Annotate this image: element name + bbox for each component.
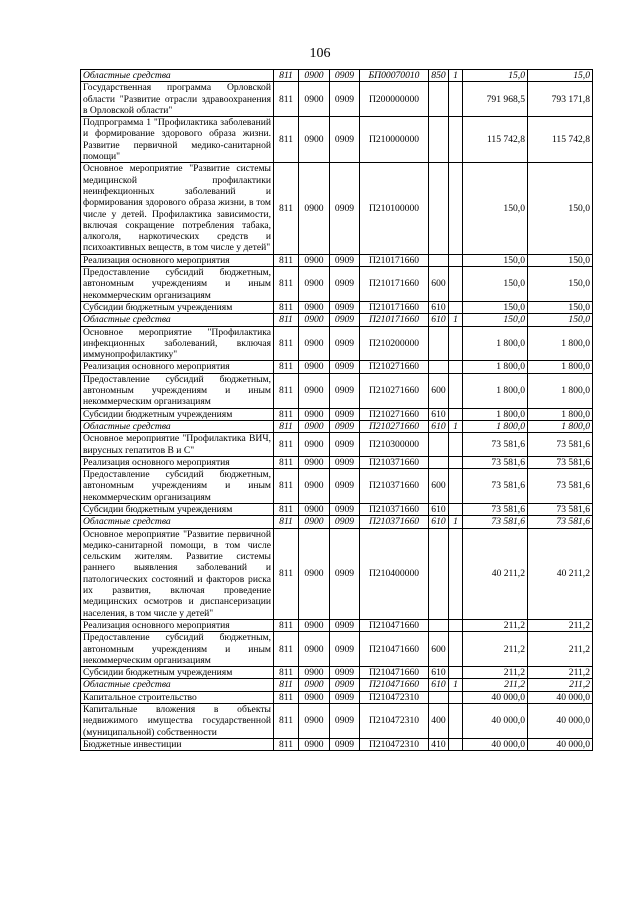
- row-name-cell: Предоставление субсидий бюджетным, автономным учреждениям и иным некоммерческим организациям: [81, 469, 274, 504]
- table-row: [81, 117, 593, 163]
- subsection-code-cell: 0909: [330, 704, 360, 739]
- expense-type-cell: [429, 117, 449, 163]
- target-article-cell: П210472310: [360, 691, 429, 703]
- row-name-cell: Реализация основного мероприятия: [81, 456, 274, 468]
- source-code-cell: [449, 503, 463, 515]
- subsection-code-cell: 0909: [330, 82, 360, 117]
- amount-year2-cell: 211,2: [528, 619, 593, 631]
- row-name-cell: Основное мероприятие "Развитие первичной медико-санитарной помощи, в том числе сельским жителям. Развитие системы раннего выявления заболеваний и патологических состояний и факторов риска их развития, включая проведение медицинских осмотров и диспансеризации населения, в том числе у детей": [81, 528, 274, 619]
- expense-type-cell: 400: [429, 704, 449, 739]
- ved-code-cell: 811: [274, 704, 299, 739]
- page-number: 106: [309, 46, 331, 61]
- ved-code-cell: 811: [274, 456, 299, 468]
- target-article-cell: П210171660: [360, 301, 429, 313]
- amount-year2-cell: 73 581,6: [528, 456, 593, 468]
- source-code-cell: 1: [449, 679, 463, 691]
- row-name-cell: Субсидии бюджетным учреждениям: [81, 408, 274, 420]
- table-row: [81, 528, 593, 619]
- funding-source-row: [81, 516, 593, 528]
- section-code-cell: 0900: [299, 667, 330, 679]
- section-code-cell: 0900: [299, 70, 330, 82]
- subsection-code-cell: 0909: [330, 267, 360, 302]
- amount-year2-cell: 40 000,0: [528, 691, 593, 703]
- expense-type-cell: 600: [429, 267, 449, 302]
- section-code-cell: 0900: [299, 738, 330, 750]
- amount-year1-cell: 150,0: [463, 314, 528, 326]
- subsection-code-cell: 0909: [330, 456, 360, 468]
- source-code-cell: [449, 619, 463, 631]
- amount-year1-cell: 150,0: [463, 254, 528, 266]
- row-name-cell: Бюджетные инвестиции: [81, 738, 274, 750]
- row-name-cell: Основное мероприятие "Профилактика инфекционных заболеваний, включая иммунопрофилактику": [81, 326, 274, 361]
- row-name-cell: Областные средства: [81, 70, 274, 82]
- target-article-cell: БП00070010: [360, 70, 429, 82]
- expense-type-cell: 850: [429, 70, 449, 82]
- subsection-code-cell: 0909: [330, 373, 360, 408]
- source-code-cell: [449, 691, 463, 703]
- expense-type-cell: 610: [429, 516, 449, 528]
- table-row: [81, 667, 593, 679]
- target-article-cell: П210271660: [360, 408, 429, 420]
- ved-code-cell: 811: [274, 326, 299, 361]
- amount-year2-cell: 73 581,6: [528, 433, 593, 457]
- section-code-cell: 0900: [299, 516, 330, 528]
- ved-code-cell: 811: [274, 738, 299, 750]
- table-row: [81, 619, 593, 631]
- ved-code-cell: 811: [274, 117, 299, 163]
- section-code-cell: 0900: [299, 254, 330, 266]
- ved-code-cell: 811: [274, 373, 299, 408]
- section-code-cell: 0900: [299, 469, 330, 504]
- section-code-cell: 0900: [299, 82, 330, 117]
- ved-code-cell: 811: [274, 433, 299, 457]
- section-code-cell: 0900: [299, 456, 330, 468]
- ved-code-cell: 811: [274, 70, 299, 82]
- row-name-cell: Субсидии бюджетным учреждениям: [81, 301, 274, 313]
- expense-type-cell: 610: [429, 408, 449, 420]
- subsection-code-cell: 0909: [330, 420, 360, 432]
- section-code-cell: 0900: [299, 301, 330, 313]
- source-code-cell: [449, 667, 463, 679]
- row-name-cell: Предоставление субсидий бюджетным, автономным учреждениям и иным некоммерческим организациям: [81, 267, 274, 302]
- expense-type-cell: [429, 456, 449, 468]
- ved-code-cell: 811: [274, 528, 299, 619]
- amount-year2-cell: 793 171,8: [528, 82, 593, 117]
- amount-year1-cell: 1 800,0: [463, 373, 528, 408]
- subsection-code-cell: 0909: [330, 667, 360, 679]
- row-name-cell: Подпрограмма 1 "Профилактика заболеваний и формирование здорового образа жизни. Развитие первичной медико-санитарной помощи": [81, 117, 274, 163]
- expense-type-cell: 610: [429, 301, 449, 313]
- amount-year2-cell: 211,2: [528, 667, 593, 679]
- subsection-code-cell: 0909: [330, 408, 360, 420]
- table-row: [81, 408, 593, 420]
- row-name-cell: Областные средства: [81, 516, 274, 528]
- ved-code-cell: 811: [274, 420, 299, 432]
- ved-code-cell: 811: [274, 254, 299, 266]
- expense-type-cell: 610: [429, 679, 449, 691]
- subsection-code-cell: 0909: [330, 70, 360, 82]
- section-code-cell: 0900: [299, 267, 330, 302]
- target-article-cell: П210171660: [360, 254, 429, 266]
- table-row: [81, 361, 593, 373]
- section-code-cell: 0900: [299, 619, 330, 631]
- amount-year2-cell: 150,0: [528, 254, 593, 266]
- section-code-cell: 0900: [299, 163, 330, 254]
- amount-year1-cell: 1 800,0: [463, 326, 528, 361]
- target-article-cell: П210400000: [360, 528, 429, 619]
- ved-code-cell: 811: [274, 408, 299, 420]
- target-article-cell: П210471660: [360, 632, 429, 667]
- row-name-cell: Областные средства: [81, 420, 274, 432]
- funding-source-row: [81, 679, 593, 691]
- table-row: [81, 738, 593, 750]
- amount-year1-cell: 15,0: [463, 70, 528, 82]
- amount-year2-cell: 150,0: [528, 163, 593, 254]
- expense-type-cell: [429, 326, 449, 361]
- amount-year2-cell: 211,2: [528, 679, 593, 691]
- expense-type-cell: 410: [429, 738, 449, 750]
- source-code-cell: [449, 433, 463, 457]
- target-article-cell: П210371660: [360, 516, 429, 528]
- source-code-cell: [449, 326, 463, 361]
- target-article-cell: П210300000: [360, 433, 429, 457]
- amount-year2-cell: 1 800,0: [528, 361, 593, 373]
- expense-type-cell: 600: [429, 469, 449, 504]
- row-name-cell: Основное мероприятие "Развитие системы медицинской профилактики неинфекционных заболеваний и формирования здорового образа жизни, в том числе у детей. Профилактика зависимости, включая сокращение потребления табака, алкоголя, наркотических средств и психоактивных веществ, в том числе у детей": [81, 163, 274, 254]
- expense-type-cell: [429, 433, 449, 457]
- budget-table: [80, 69, 593, 751]
- amount-year1-cell: 73 581,6: [463, 433, 528, 457]
- table-row: [81, 704, 593, 739]
- subsection-code-cell: 0909: [330, 326, 360, 361]
- source-code-cell: [449, 163, 463, 254]
- ved-code-cell: 811: [274, 632, 299, 667]
- section-code-cell: 0900: [299, 420, 330, 432]
- funding-source-row: [81, 70, 593, 82]
- row-name-cell: Субсидии бюджетным учреждениям: [81, 667, 274, 679]
- row-name-cell: Субсидии бюджетным учреждениям: [81, 503, 274, 515]
- source-code-cell: 1: [449, 420, 463, 432]
- section-code-cell: 0900: [299, 632, 330, 667]
- ved-code-cell: 811: [274, 691, 299, 703]
- source-code-cell: 1: [449, 70, 463, 82]
- table-row: [81, 267, 593, 302]
- expense-type-cell: 610: [429, 314, 449, 326]
- expense-type-cell: 600: [429, 632, 449, 667]
- amount-year1-cell: 211,2: [463, 667, 528, 679]
- amount-year2-cell: 150,0: [528, 301, 593, 313]
- section-code-cell: 0900: [299, 528, 330, 619]
- section-code-cell: 0900: [299, 361, 330, 373]
- source-code-cell: [449, 361, 463, 373]
- amount-year2-cell: 73 581,6: [528, 503, 593, 515]
- section-code-cell: 0900: [299, 433, 330, 457]
- amount-year1-cell: 150,0: [463, 267, 528, 302]
- table-row: [81, 691, 593, 703]
- amount-year1-cell: 73 581,6: [463, 456, 528, 468]
- target-article-cell: П210371660: [360, 469, 429, 504]
- table-row: [81, 503, 593, 515]
- amount-year2-cell: 115 742,8: [528, 117, 593, 163]
- amount-year2-cell: 40 211,2: [528, 528, 593, 619]
- subsection-code-cell: 0909: [330, 691, 360, 703]
- target-article-cell: П210171660: [360, 267, 429, 302]
- section-code-cell: 0900: [299, 117, 330, 163]
- ved-code-cell: 811: [274, 163, 299, 254]
- target-article-cell: П210271660: [360, 420, 429, 432]
- funding-source-row: [81, 420, 593, 432]
- row-name-cell: Государственная программа Орловской области "Развитие отрасли здравоохранения в Орловской области": [81, 82, 274, 117]
- row-name-cell: Капитальное строительство: [81, 691, 274, 703]
- source-code-cell: [449, 373, 463, 408]
- row-name-cell: Реализация основного мероприятия: [81, 619, 274, 631]
- amount-year2-cell: 1 800,0: [528, 373, 593, 408]
- subsection-code-cell: 0909: [330, 679, 360, 691]
- source-code-cell: [449, 117, 463, 163]
- amount-year2-cell: 73 581,6: [528, 469, 593, 504]
- section-code-cell: 0900: [299, 326, 330, 361]
- expense-type-cell: 610: [429, 503, 449, 515]
- target-article-cell: П210271660: [360, 361, 429, 373]
- section-code-cell: 0900: [299, 373, 330, 408]
- amount-year1-cell: 1 800,0: [463, 408, 528, 420]
- target-article-cell: П210271660: [360, 373, 429, 408]
- expense-type-cell: [429, 691, 449, 703]
- target-article-cell: П210471660: [360, 619, 429, 631]
- amount-year2-cell: 150,0: [528, 314, 593, 326]
- amount-year2-cell: 1 800,0: [528, 420, 593, 432]
- table-body: [81, 70, 593, 751]
- target-article-cell: П210171660: [360, 314, 429, 326]
- table-row: [81, 301, 593, 313]
- subsection-code-cell: 0909: [330, 632, 360, 667]
- subsection-code-cell: 0909: [330, 528, 360, 619]
- amount-year2-cell: 40 000,0: [528, 704, 593, 739]
- source-code-cell: [449, 267, 463, 302]
- amount-year2-cell: 1 800,0: [528, 408, 593, 420]
- row-name-cell: Основное мероприятие "Профилактика ВИЧ, вирусных гепатитов В и С": [81, 433, 274, 457]
- row-name-cell: Предоставление субсидий бюджетным, автономным учреждениям и иным некоммерческим организациям: [81, 373, 274, 408]
- ved-code-cell: 811: [274, 301, 299, 313]
- source-code-cell: [449, 408, 463, 420]
- ved-code-cell: 811: [274, 619, 299, 631]
- ved-code-cell: 811: [274, 516, 299, 528]
- subsection-code-cell: 0909: [330, 619, 360, 631]
- subsection-code-cell: 0909: [330, 117, 360, 163]
- table-row: [81, 326, 593, 361]
- source-code-cell: [449, 738, 463, 750]
- expense-type-cell: 610: [429, 667, 449, 679]
- section-code-cell: 0900: [299, 503, 330, 515]
- target-article-cell: П210200000: [360, 326, 429, 361]
- table-row: [81, 163, 593, 254]
- row-name-cell: Областные средства: [81, 314, 274, 326]
- amount-year1-cell: 40 211,2: [463, 528, 528, 619]
- expense-type-cell: [429, 361, 449, 373]
- subsection-code-cell: 0909: [330, 433, 360, 457]
- target-article-cell: П210471660: [360, 679, 429, 691]
- target-article-cell: П210371660: [360, 456, 429, 468]
- expense-type-cell: [429, 163, 449, 254]
- amount-year2-cell: 211,2: [528, 632, 593, 667]
- amount-year2-cell: 15,0: [528, 70, 593, 82]
- subsection-code-cell: 0909: [330, 254, 360, 266]
- amount-year1-cell: 73 581,6: [463, 469, 528, 504]
- target-article-cell: П210371660: [360, 503, 429, 515]
- amount-year2-cell: 40 000,0: [528, 738, 593, 750]
- source-code-cell: [449, 254, 463, 266]
- ved-code-cell: 811: [274, 267, 299, 302]
- section-code-cell: 0900: [299, 691, 330, 703]
- subsection-code-cell: 0909: [330, 516, 360, 528]
- funding-source-row: [81, 314, 593, 326]
- amount-year1-cell: 150,0: [463, 163, 528, 254]
- row-name-cell: Реализация основного мероприятия: [81, 254, 274, 266]
- expense-type-cell: [429, 254, 449, 266]
- subsection-code-cell: 0909: [330, 738, 360, 750]
- amount-year1-cell: 40 000,0: [463, 738, 528, 750]
- target-article-cell: П210471660: [360, 667, 429, 679]
- row-name-cell: Реализация основного мероприятия: [81, 361, 274, 373]
- subsection-code-cell: 0909: [330, 503, 360, 515]
- source-code-cell: [449, 632, 463, 667]
- source-code-cell: 1: [449, 314, 463, 326]
- section-code-cell: 0900: [299, 679, 330, 691]
- amount-year1-cell: 1 800,0: [463, 420, 528, 432]
- source-code-cell: [449, 704, 463, 739]
- amount-year2-cell: 73 581,6: [528, 516, 593, 528]
- ved-code-cell: 811: [274, 469, 299, 504]
- table-row: [81, 456, 593, 468]
- row-name-cell: Капитальные вложения в объекты недвижимого имущества государственной (муниципальной) собственности: [81, 704, 274, 739]
- ved-code-cell: 811: [274, 314, 299, 326]
- amount-year1-cell: 73 581,6: [463, 503, 528, 515]
- amount-year1-cell: 211,2: [463, 619, 528, 631]
- table-row: [81, 82, 593, 117]
- ved-code-cell: 811: [274, 679, 299, 691]
- table-row: [81, 433, 593, 457]
- section-code-cell: 0900: [299, 408, 330, 420]
- subsection-code-cell: 0909: [330, 301, 360, 313]
- subsection-code-cell: 0909: [330, 469, 360, 504]
- amount-year1-cell: 150,0: [463, 301, 528, 313]
- table-row: [81, 373, 593, 408]
- amount-year2-cell: 150,0: [528, 267, 593, 302]
- target-article-cell: П210000000: [360, 117, 429, 163]
- expense-type-cell: [429, 619, 449, 631]
- row-name-cell: Областные средства: [81, 679, 274, 691]
- amount-year1-cell: 211,2: [463, 679, 528, 691]
- row-name-cell: Предоставление субсидий бюджетным, автономным учреждениям и иным некоммерческим организациям: [81, 632, 274, 667]
- target-article-cell: П210100000: [360, 163, 429, 254]
- amount-year1-cell: 40 000,0: [463, 704, 528, 739]
- ved-code-cell: 811: [274, 82, 299, 117]
- source-code-cell: [449, 301, 463, 313]
- subsection-code-cell: 0909: [330, 163, 360, 254]
- ved-code-cell: 811: [274, 503, 299, 515]
- amount-year2-cell: 1 800,0: [528, 326, 593, 361]
- target-article-cell: П210472310: [360, 704, 429, 739]
- source-code-cell: 1: [449, 516, 463, 528]
- source-code-cell: [449, 469, 463, 504]
- source-code-cell: [449, 82, 463, 117]
- section-code-cell: 0900: [299, 704, 330, 739]
- subsection-code-cell: 0909: [330, 361, 360, 373]
- table-row: [81, 469, 593, 504]
- amount-year1-cell: 211,2: [463, 632, 528, 667]
- target-article-cell: П210472310: [360, 738, 429, 750]
- source-code-cell: [449, 456, 463, 468]
- source-code-cell: [449, 528, 463, 619]
- amount-year1-cell: 115 742,8: [463, 117, 528, 163]
- amount-year1-cell: 73 581,6: [463, 516, 528, 528]
- ved-code-cell: 811: [274, 361, 299, 373]
- amount-year1-cell: 40 000,0: [463, 691, 528, 703]
- amount-year1-cell: 1 800,0: [463, 361, 528, 373]
- table-row: [81, 254, 593, 266]
- expense-type-cell: [429, 82, 449, 117]
- ved-code-cell: 811: [274, 667, 299, 679]
- table-row: [81, 632, 593, 667]
- expense-type-cell: 610: [429, 420, 449, 432]
- expense-type-cell: 600: [429, 373, 449, 408]
- section-code-cell: 0900: [299, 314, 330, 326]
- target-article-cell: П200000000: [360, 82, 429, 117]
- subsection-code-cell: 0909: [330, 314, 360, 326]
- expense-type-cell: [429, 528, 449, 619]
- amount-year1-cell: 791 968,5: [463, 82, 528, 117]
